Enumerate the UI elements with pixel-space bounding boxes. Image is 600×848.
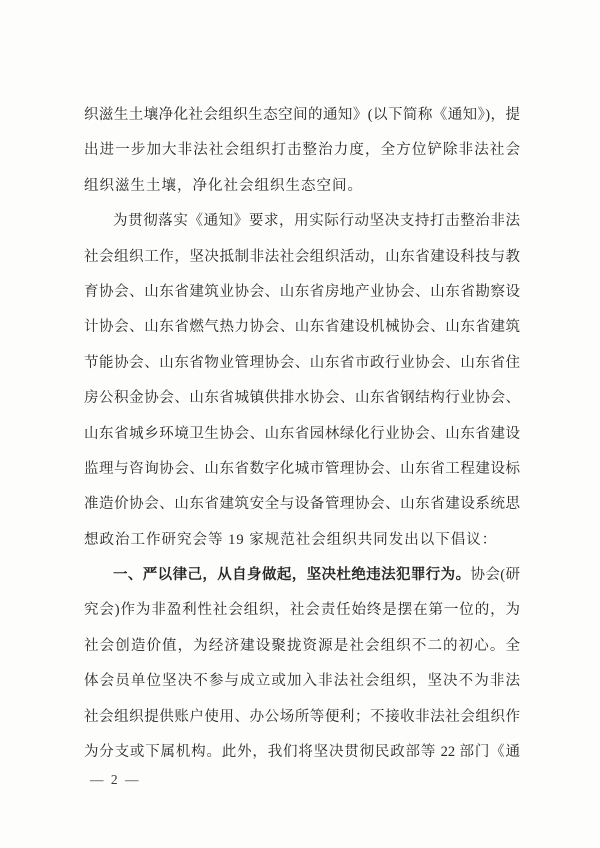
- text-line: 监理与咨询协会、山东省数字化城市管理协会、山东省工程建设标: [84, 460, 520, 477]
- text-line: 节能协会、山东省物业管理协会、山东省市政行业协会、山东省住: [84, 354, 520, 371]
- text-line: 社会组织提供账户使用、办公场所等便利；不接收非法社会组织作: [84, 708, 520, 725]
- text-line: 社会组织工作，坚决抵制非法社会组织活动，山东省建设科技与教: [84, 248, 520, 265]
- text-line: 织滋生土壤净化社会组织生态空间的通知》(以下简称《通知》)，提: [84, 107, 520, 123]
- clause-heading: 一、严以律己，从自身做起，坚决杜绝违法犯罪行为。: [113, 567, 471, 584]
- page-number: — 2 —: [90, 772, 141, 787]
- clause-continuation: 协会(研: [470, 567, 520, 584]
- text-line: 组织滋生土壤，净化社会组织生态空间。: [84, 177, 363, 194]
- text-line: 社会创造价值，为经济建设聚拢资源是社会组织不二的初心。全: [84, 637, 520, 654]
- text-line: 究会)作为非盈利性社会组织，社会责任始终是摆在第一位的，为: [84, 602, 520, 619]
- text-line: 准造价协会、山东省建筑安全与设备管理协会、山东省建设系统思: [84, 496, 520, 513]
- text-line: 出进一步加大非法社会组织打击整治力度，全方位铲除非法社会: [84, 142, 520, 159]
- text-line: 计协会、山东省燃气热力协会、山东省建设机械协会、山东省建筑: [84, 319, 520, 336]
- text-line: [84, 558, 520, 593]
- text-line: 育协会、山东省建筑业协会、山东省房地产业协会、山东省勘察设: [84, 283, 520, 300]
- text-line: 房公积金协会、山东省城镇供排水协会、山东省钢结构行业协会、: [84, 390, 520, 407]
- text-line: 山东省城乡环境卫生协会、山东省园林绿化行业协会、山东省建设: [84, 425, 520, 442]
- text-line: 为贯彻落实《通知》要求，用实际行动坚决支持打击整治非法: [113, 213, 520, 230]
- document-body: [84, 98, 520, 770]
- text-line: 为分支或下属机构。此外，我们将坚决贯彻民政部等 22 部门《通: [84, 744, 520, 761]
- text-line: 体会员单位坚决不参与成立或加入非法社会组织，坚决不为非法: [84, 673, 520, 690]
- text-line: 想政治工作研究会等 19 家规范社会组织共同发出以下倡议：: [84, 531, 498, 548]
